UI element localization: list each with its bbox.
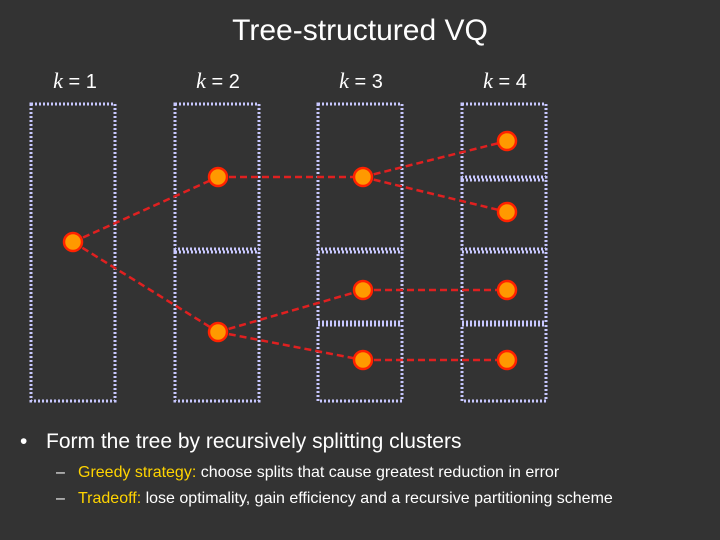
k-variable: k <box>483 68 493 93</box>
edge <box>73 242 218 332</box>
edge <box>218 290 363 332</box>
sub-bullet-marker: – <box>56 464 65 481</box>
sub-bullet-text: lose optimality, gain efficiency and a recursive partitioning scheme <box>141 490 613 507</box>
edge <box>73 177 218 242</box>
bullet-text: Form the tree by recursively splitting clusters <box>46 430 462 453</box>
node-k2 <box>209 323 227 341</box>
sub-bullet-greedy <box>56 464 559 482</box>
node-k2 <box>209 168 227 186</box>
k-variable: k <box>53 68 63 93</box>
sub-bullet-marker: – <box>56 490 65 507</box>
node-k4 <box>498 203 516 221</box>
edge <box>363 177 507 212</box>
node-k4 <box>498 351 516 369</box>
main-bullet <box>20 430 461 454</box>
k-value: = 3 <box>348 71 383 93</box>
k-value: = 4 <box>492 71 527 93</box>
edge <box>363 141 507 177</box>
sub-bullet-highlight: Tradeoff: <box>78 490 142 507</box>
bullet-marker: • <box>20 430 28 453</box>
k-variable: k <box>339 68 349 93</box>
node-k3 <box>354 281 372 299</box>
node-k3 <box>354 168 372 186</box>
cell-k1-1 <box>31 104 115 401</box>
edge <box>218 332 363 360</box>
slide-title: Tree-structured VQ <box>232 14 488 47</box>
k-variable: k <box>196 68 206 93</box>
sub-bullet-text: choose splits that cause greatest reduction in error <box>196 464 560 481</box>
node-k1 <box>64 233 82 251</box>
node-k4 <box>498 281 516 299</box>
k-value: = 1 <box>62 71 97 93</box>
node-k4 <box>498 132 516 150</box>
sub-bullet-highlight: Greedy strategy: <box>78 464 197 481</box>
k-value: = 2 <box>205 71 240 93</box>
node-k3 <box>354 351 372 369</box>
sub-bullet-tradeoff <box>56 490 613 508</box>
